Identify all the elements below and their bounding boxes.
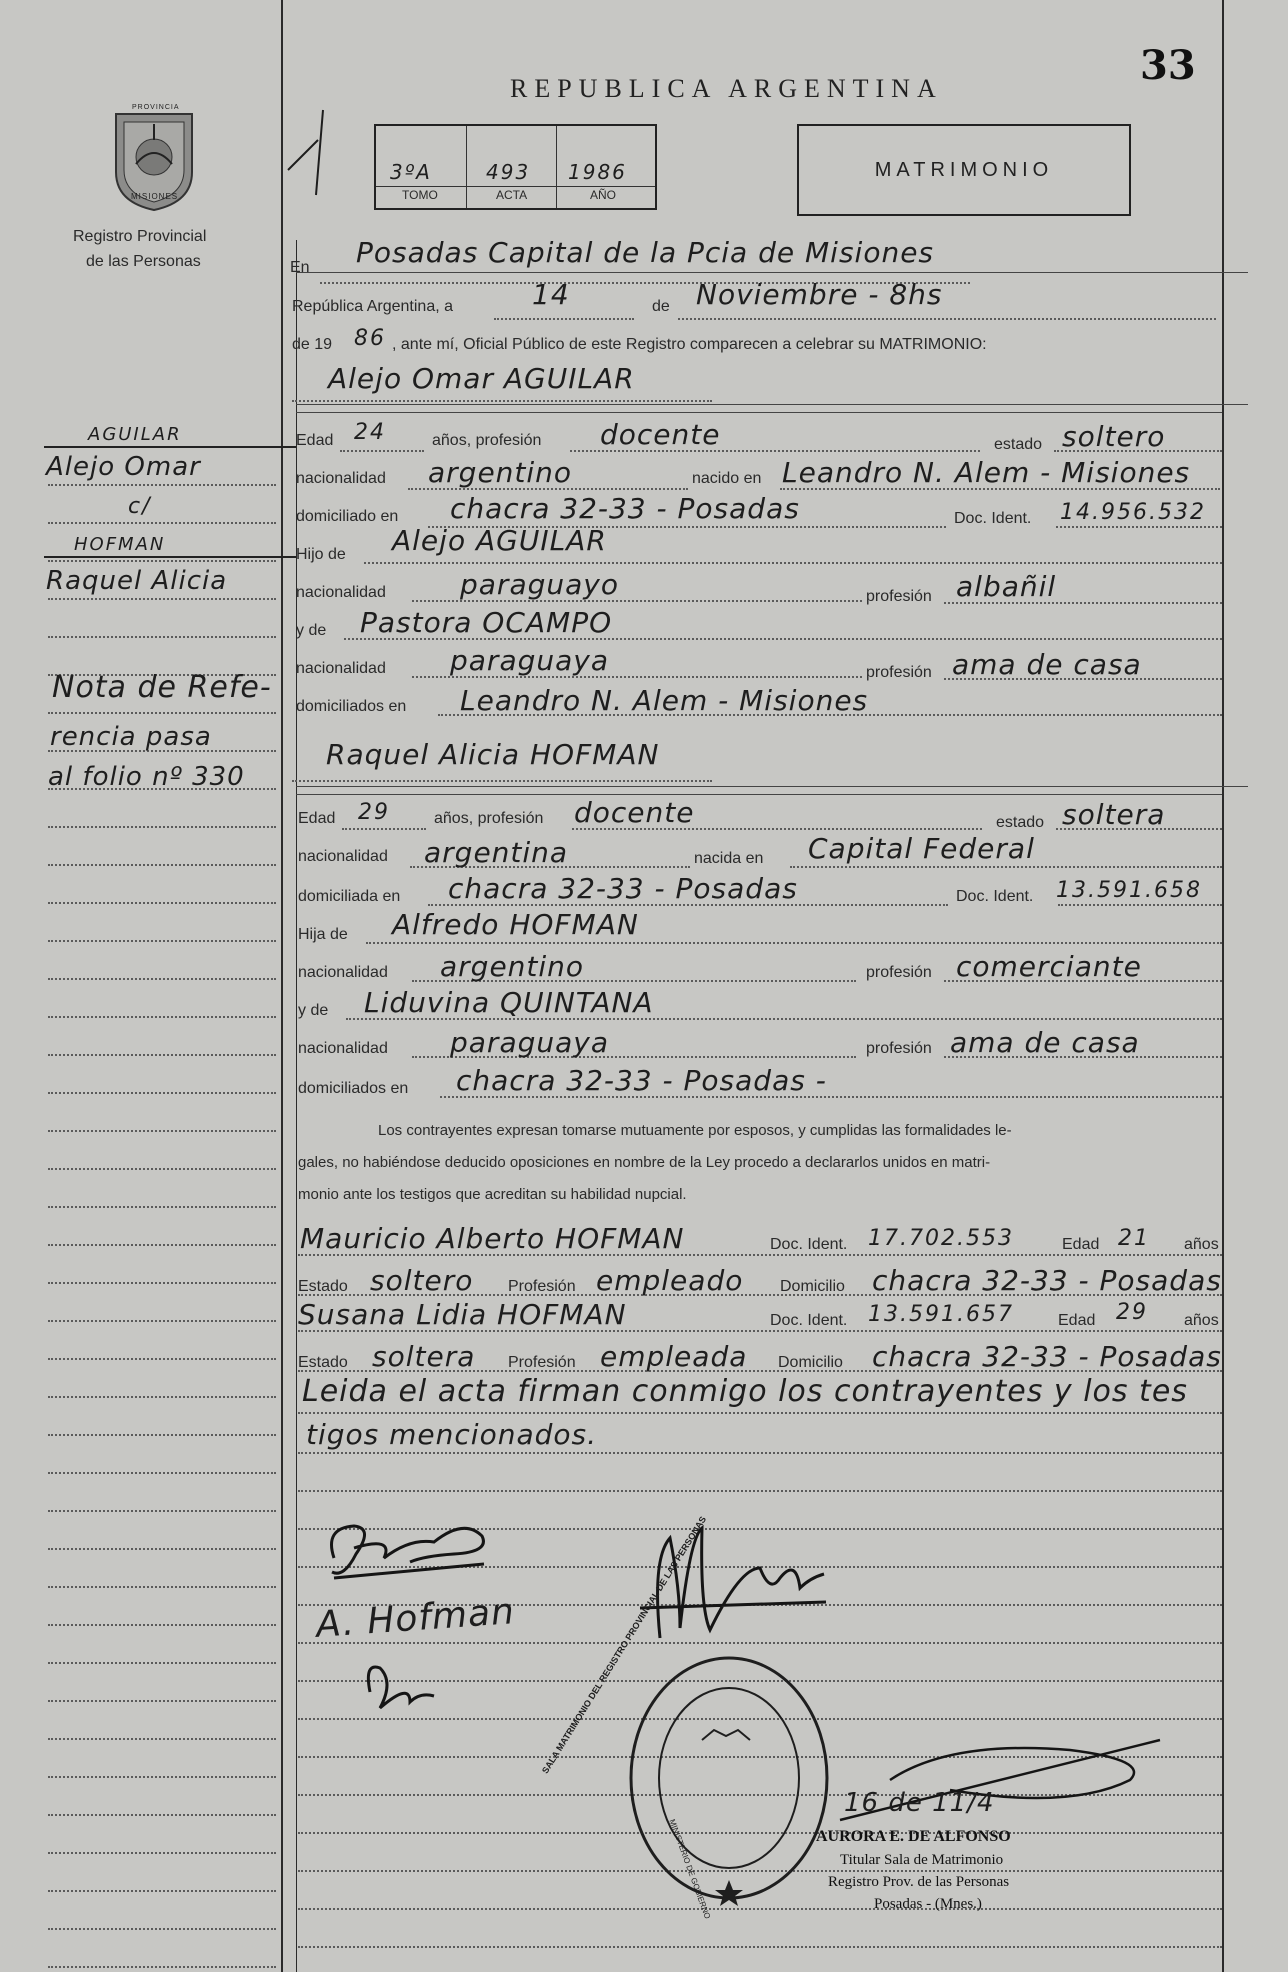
groom-edad-label: Edad (296, 432, 334, 449)
bride-mother: Liduvina QUINTANA (364, 986, 654, 1019)
officer-title-2: Registro Prov. de las Personas (828, 1874, 1010, 1890)
year-suffix: 86 (354, 326, 386, 351)
groom-mother-prof: ama de casa (952, 648, 1142, 681)
margin-ruled-line (48, 522, 276, 524)
witness-1-estado-label: Estado (298, 1278, 348, 1295)
groom-father: Alejo AGUILAR (392, 524, 607, 557)
groom-parents-dom: Leandro N. Alem - Misiones (460, 684, 869, 717)
witness-1-name: Mauricio Alberto HOFMAN (300, 1222, 685, 1255)
closing-line-1: Leida el acta firman conmigo los contrayentes y los tes (302, 1374, 1188, 1409)
margin-ruled-line (48, 560, 276, 562)
groom-nacionalidad-label: nacionalidad (296, 470, 386, 487)
groom-mother-nac-label: nacionalidad (296, 660, 386, 677)
groom-anos-profesion-label: años, profesión (432, 432, 542, 449)
margin-ruled-line (48, 484, 276, 486)
margin-note-line-1: Nota de Refe- (52, 670, 272, 705)
signature-officer-stroke (830, 1720, 1180, 1840)
tomo-value: 3ºA (390, 160, 432, 184)
body-ruled-line (298, 1946, 1222, 1948)
bride-nacida-label: nacida en (694, 850, 764, 867)
stamp-ring-text: SALA MATRIMONIO DEL REGISTRO PROVINCIAL DE LAS PERSONAS (540, 1514, 709, 1776)
bride-mother-nac-label: nacionalidad (298, 1040, 388, 1057)
bride-estado: soltera (1062, 798, 1166, 831)
groom-mother: Pastora OCAMPO (360, 606, 613, 639)
groom-domiciliado-label: domiciliado en (296, 508, 399, 525)
groom-father-nac-label: nacionalidad (296, 584, 386, 601)
witness-1-edad-label: Edad (1062, 1236, 1100, 1253)
bride-father-nac: argentino (440, 950, 585, 983)
bride-edad: 29 (358, 800, 390, 825)
seal-bottom-text: MISIONES (131, 192, 179, 201)
witness-2-name: Susana Lidia HOFMAN (298, 1298, 627, 1331)
bride-father-nac-label: nacionalidad (298, 964, 388, 981)
act-month-time: Noviembre - 8hs (696, 278, 943, 311)
witness-1-dom: chacra 32-33 - Posadas (872, 1264, 1222, 1297)
act-place: Posadas Capital de la Pcia de Misiones (356, 236, 935, 269)
right-border (1222, 0, 1224, 1972)
groom-estado: soltero (1062, 420, 1166, 453)
bride-mother-prof: ama de casa (950, 1026, 1140, 1059)
groom-nacionalidad: argentino (428, 456, 573, 489)
margin-ruled-line (48, 1396, 276, 1398)
bride-doc: 13.591.658 (1056, 878, 1202, 903)
anio-value: 1986 (568, 160, 627, 184)
bride-domicilio: chacra 32-33 - Posadas (448, 872, 798, 905)
witness-1-anos-label: años (1184, 1236, 1219, 1253)
registry-line-2: de las Personas (86, 253, 201, 270)
groom-profesion: docente (600, 418, 721, 451)
margin-ruled-line (48, 1282, 276, 1284)
margin-groom-given: Alejo Omar (46, 452, 201, 482)
bride-parents-dom-label: domiciliados en (298, 1080, 409, 1097)
signature-witness (350, 1652, 440, 1722)
body-left-rule (296, 240, 297, 1972)
margin-ruled-line (48, 1814, 276, 1816)
groom-parents-dom-label: domiciliados en (296, 698, 407, 715)
page-number: 33 (1140, 42, 1196, 89)
bride-nacida: Capital Federal (808, 832, 1035, 865)
margin-ruled-line (48, 1700, 276, 1702)
bride-yde-label: y de (298, 1002, 329, 1019)
margin-ruled-line (48, 978, 276, 980)
witness-2-prof: empleada (600, 1340, 748, 1373)
en-label: En (290, 259, 310, 276)
registry-line-1: Registro Provincial (73, 228, 207, 245)
margin-ruled-line (48, 1054, 276, 1056)
year-prefix: de 19 (292, 336, 333, 353)
bride-doc-label: Doc. Ident. (956, 888, 1034, 905)
groom-doc: 14.956.532 (1060, 500, 1206, 525)
bride-parents-dom: chacra 32-33 - Posadas - (456, 1064, 827, 1097)
groom-domicilio: chacra 32-33 - Posadas (450, 492, 800, 525)
margin-ruled-line (48, 1092, 276, 1094)
bride-nacionalidad: argentina (424, 836, 569, 869)
handwritten-date: 16 de 11/4 (844, 1788, 995, 1818)
bride-mother-nac: paraguaya (450, 1026, 610, 1059)
volume-box (374, 124, 657, 210)
margin-bride-given: Raquel Alicia (46, 566, 228, 596)
groom-doc-label: Doc. Ident. (954, 510, 1032, 527)
witness-1-doc: 17.702.553 (868, 1226, 1014, 1251)
groom-father-prof-label: profesión (866, 588, 932, 605)
groom-yde-label: y de (296, 622, 327, 639)
act-type-label: MATRIMONIO (874, 158, 1054, 181)
tomo-label: TOMO (402, 188, 438, 202)
seal-top-text: PROVINCIA (132, 104, 180, 111)
margin-ruled-line (48, 598, 276, 600)
margin-ruled-line (48, 902, 276, 904)
margin-ruled-line (48, 1966, 276, 1968)
de-label: de (652, 298, 670, 315)
margin-ruled-line (48, 1586, 276, 1588)
declaration-line-2: gales, no habiéndose deducido oposiciones en nombre de la Ley procedo a declararlos unidos en matri- (298, 1154, 991, 1171)
witness-1-dom-label: Domicilio (780, 1278, 845, 1295)
acta-value: 493 (486, 160, 531, 184)
margin-ruled-line (48, 1206, 276, 1208)
witness-2-edad-label: Edad (1058, 1312, 1096, 1329)
witness-2-dom: chacra 32-33 - Posadas (872, 1340, 1222, 1373)
margin-note-line-3: al folio nº 330 (48, 762, 245, 792)
margin-ruled-line (48, 1928, 276, 1930)
margin-ruled-line (48, 1852, 276, 1854)
margin-ruled-line (48, 712, 276, 714)
declaration-line-1: Los contrayentes expresan tomarse mutuamente por esposos, y cumplidas las formalidades le- (378, 1122, 1012, 1139)
margin-groom-surname: AGUILAR (88, 424, 182, 445)
margin-ruled-line (48, 940, 276, 942)
margin-ruled-line (48, 1548, 276, 1550)
margin-ruled-line (48, 1890, 276, 1892)
margin-ruled-line (48, 1434, 276, 1436)
bride-estado-label: estado (996, 814, 1045, 831)
margin-ruled-line (48, 1320, 276, 1322)
officer-title-3: Posadas - (Mnes.) (874, 1896, 982, 1912)
witness-2-doc: 13.591.657 (868, 1302, 1014, 1327)
bride-mother-prof-label: profesión (866, 1040, 932, 1057)
margin-ruled-line (48, 1738, 276, 1740)
witness-1-prof-label: Profesión (508, 1278, 576, 1295)
witness-1-edad: 21 (1118, 1226, 1150, 1251)
act-day: 14 (532, 278, 570, 311)
witness-2-dom-label: Domicilio (778, 1354, 843, 1371)
margin-ruled-line (48, 1662, 276, 1664)
margin-ruled-line (48, 1472, 276, 1474)
officer-name: AURORA E. DE ALFONSO (816, 1828, 1011, 1845)
bride-edad-label: Edad (298, 810, 336, 827)
left-column-divider (281, 0, 283, 1972)
margin-ruled-line (48, 1168, 276, 1170)
signature-bride: A. Hofman (314, 1591, 517, 1646)
anio-label: AÑO (590, 188, 617, 202)
margin-ruled-line (48, 1244, 276, 1246)
margin-bride-surname: HOFMAN (74, 534, 166, 555)
witness-2-doc-label: Doc. Ident. (770, 1312, 848, 1329)
bride-profesion: docente (574, 796, 695, 829)
groom-father-nac: paraguayo (460, 568, 619, 601)
groom-nacido-label: nacido en (692, 470, 762, 487)
witness-2-estado-label: Estado (298, 1354, 348, 1371)
groom-edad: 24 (354, 420, 386, 445)
closing-line-2: tigos mencionados. (306, 1418, 597, 1451)
margin-ruled-line (48, 864, 276, 866)
margin-ruled-line (48, 636, 276, 638)
margin-ruled-line (48, 1624, 276, 1626)
groom-mother-prof-label: profesión (866, 664, 932, 681)
margin-note-line-2: rencia pasa (50, 722, 212, 752)
bride-name: Raquel Alicia HOFMAN (326, 738, 660, 771)
witness-2-anos-label: años (1184, 1312, 1219, 1329)
bride-anos-profesion-label: años, profesión (434, 810, 544, 827)
republica-label: República Argentina, a (292, 298, 453, 315)
margin-connector: c/ (128, 494, 152, 519)
groom-estado-label: estado (994, 436, 1043, 453)
margin-ruled-line (48, 826, 276, 828)
margin-ruled-line (48, 1358, 276, 1360)
bride-father-prof-label: profesión (866, 964, 932, 981)
groom-name: Alejo Omar AGUILAR (328, 362, 635, 395)
bride-hija-label: Hija de (298, 926, 348, 943)
registry-stamp-icon (624, 1650, 834, 1906)
margin-ruled-line (48, 1130, 276, 1132)
bride-nacionalidad-label: nacionalidad (298, 848, 388, 865)
witness-1-prof: empleado (596, 1264, 744, 1297)
bride-domiciliada-label: domiciliada en (298, 888, 401, 905)
bride-father: Alfredo HOFMAN (392, 908, 639, 941)
groom-nacido: Leandro N. Alem - Misiones (782, 456, 1191, 489)
intro-rest: , ante mí, Oficial Público de este Registro comparecen a celebrar su MATRIMONIO: (392, 336, 987, 353)
stamp-inner-text: MINISTERIO DE GOBIERNO (667, 1818, 713, 1921)
body-ruled-line (298, 1490, 1222, 1492)
country-title: REPUBLICA ARGENTINA (510, 74, 943, 103)
margin-ruled-line (48, 1776, 276, 1778)
officer-title-1: Titular Sala de Matrimonio (840, 1852, 1004, 1868)
body-ruled-line (298, 1908, 1222, 1910)
witness-1-estado: soltero (370, 1264, 474, 1297)
bride-father-prof: comerciante (956, 950, 1142, 983)
acta-label: ACTA (496, 188, 528, 202)
margin-ruled-line (48, 1510, 276, 1512)
checkmark-icon (278, 100, 358, 200)
witness-2-estado: soltera (372, 1340, 476, 1373)
witness-2-edad: 29 (1116, 1300, 1148, 1325)
declaration-line-3: monio ante los testigos que acreditan su habilidad nupcial. (298, 1186, 687, 1203)
groom-hijo-label: Hijo de (296, 546, 346, 563)
groom-father-prof: albañil (956, 570, 1057, 603)
groom-mother-nac: paraguaya (450, 644, 610, 677)
act-type-box (797, 124, 1131, 216)
margin-ruled-line (48, 1016, 276, 1018)
signature-groom (314, 1508, 504, 1592)
witness-2-prof-label: Profesión (508, 1354, 576, 1371)
witness-1-doc-label: Doc. Ident. (770, 1236, 848, 1253)
